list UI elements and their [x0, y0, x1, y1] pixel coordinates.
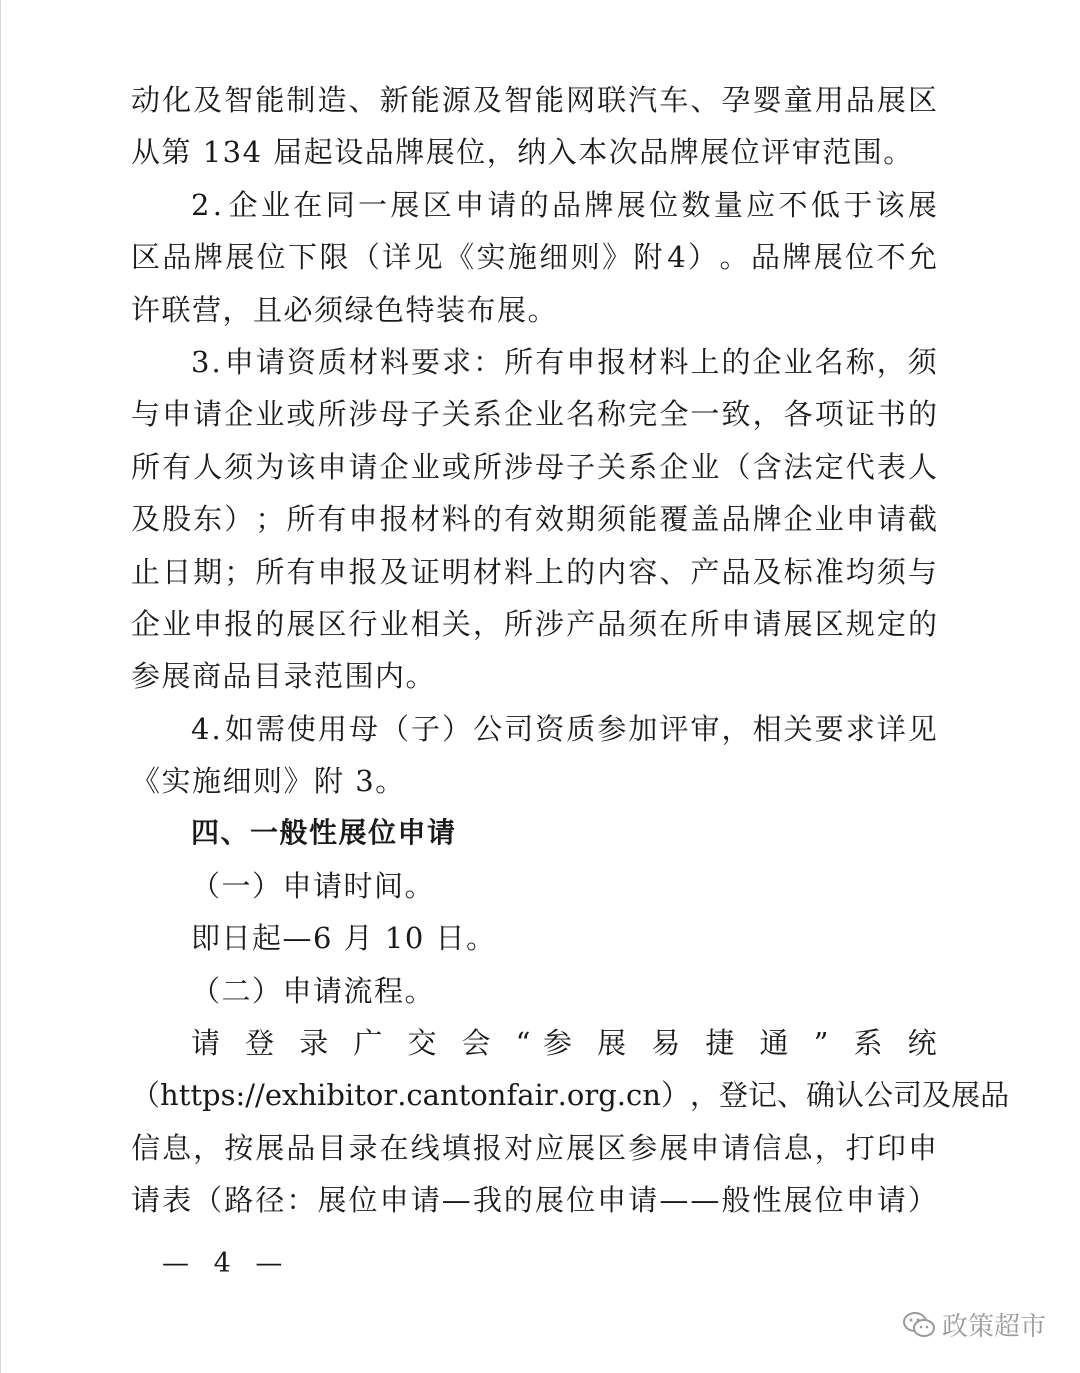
- text-line: 区 品 牌 展 位 下 限 （ 详 见 《 实 施 细 则 》 附 4 ） 。 品 牌 展 位 不 允: [131, 240, 937, 275]
- text-line: 参展商品目录范围内。: [131, 659, 437, 694]
- text-line: 与 申 请 企 业 或 所 涉 母 子 关 系 企 业 名 称 完 全 一 致 ， 各 项 证 书 的: [131, 397, 937, 432]
- text-line: 许联营，且必须绿色特装布展。: [131, 292, 559, 327]
- document-body: [131, 74, 1010, 1227]
- page-number: — 4 —: [162, 1248, 291, 1279]
- watermark: [902, 1306, 1046, 1343]
- subsection-heading: （二）申请流程。: [191, 973, 436, 1008]
- text-line: 即日起—6 月 10 日。: [191, 921, 497, 956]
- text-line: 所 有 人 须 为 该 申 请 企 业 或 所 涉 母 子 关 系 企 业 （ 含 法 定 代 表 人: [131, 449, 937, 484]
- text-line: 动 化 及 智 能 制 造 、 新 能 源 及 智 能 网 联 汽 车 、 孕 婴 童 用 品 展 区: [131, 83, 937, 117]
- text-line: 3 . 申 请 资 质 材 料 要 求 ： 所 有 申 报 材 料 上 的 企 业 名 称 ， 须: [191, 344, 937, 379]
- text-line: 2 . 企 业 在 同 一 展 区 申 请 的 品 牌 展 位 数 量 应 不 低 于 该 展: [191, 187, 937, 222]
- text-line: 信 息 ， 按 展 品 目 录 在 线 填 报 对 应 展 区 参 展 申 请 信 息 ， 打 印 申: [131, 1130, 937, 1165]
- text-line: 企 业 申 报 的 展 区 行 业 相 关 ， 所 涉 产 品 须 在 所 申 请 展 区 规 定 的: [131, 606, 937, 641]
- page-edge: [0, 0, 1, 1373]
- subsection-heading: （一）申请时间。: [191, 868, 436, 903]
- text-line: 从第 134 届起设品牌展位，纳入本次品牌展位评审范围。: [131, 135, 914, 170]
- text-line: （ h t t p s : / / e x h i b i t o r . c a n t o n f a i r . o r g . c n ） ， 登 记 、 确 认 公 司 及 展 品: [131, 1078, 1010, 1113]
- text-line: 及 股 东 ） ； 所 有 申 报 材 料 的 有 效 期 须 能 覆 盖 品 牌 企 业 申 请 截: [131, 502, 937, 537]
- text-line: 请 表 （ 路 径 ： 展 位 申 请 — 我 的 展 位 申 请 — — 般 性 展 位 申 请 ）: [131, 1183, 937, 1218]
- section-heading: 四、一般性展位申请: [191, 816, 457, 850]
- text-line: 4 . 如 需 使 用 母 （ 子 ） 公 司 资 质 参 加 评 审 ， 相 关 要 求 详 见: [191, 711, 937, 746]
- text-line: 请 登 录 广 交 会 “ 参 展 易 捷 通 ” 系 统: [191, 1026, 937, 1061]
- wechat-icon: [902, 1310, 936, 1340]
- text-line: 止 日 期 ； 所 有 申 报 及 证 明 材 料 上 的 内 容 、 产 品 及 标 准 均 须 与: [131, 554, 937, 589]
- watermark-text: 政策超市: [941, 1312, 1046, 1342]
- text-line: 《实施细则》附 3。: [131, 764, 406, 799]
